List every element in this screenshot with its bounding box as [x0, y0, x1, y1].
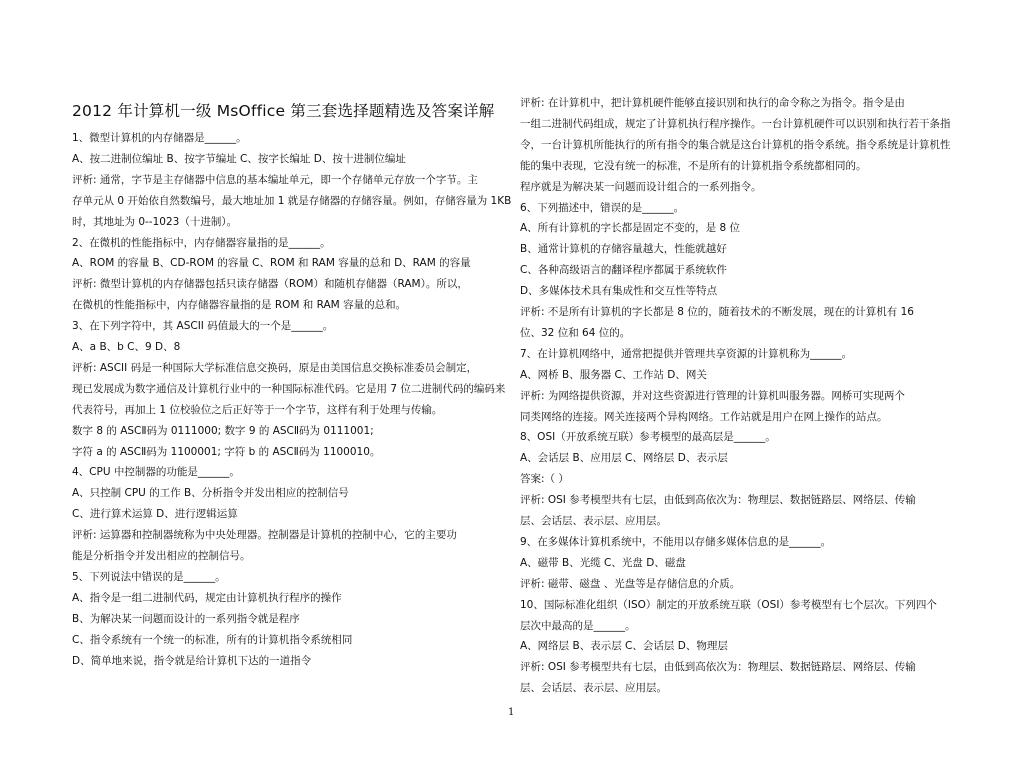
text-line: 评析: 微型计算机的内存储器包括只读存储器（ROM）和随机存储器（RAM）。所以， [72, 278, 468, 291]
text-line: A、网络层 B、表示层 C、会话层 D、物理层 [520, 640, 728, 653]
text-line: A、所有计算机的字长都是固定不变的，是 8 位 [520, 222, 741, 235]
text-line: 位、32 位和 64 位的。 [520, 326, 631, 339]
text-line: 6、下列描述中，错误的是______。 [520, 201, 685, 214]
text-line: A、指令是一组二进制代码，规定由计算机执行程序的操作 [72, 591, 342, 604]
text-line: 4、CPU 中控制器的功能是______。 [72, 466, 240, 479]
text-line: 能的集中表现，它没有统一的标准，不是所有的计算机指令系统都相同的。 [520, 159, 867, 172]
text-line: 9、在多媒体计算机系统中，不能用以存储多媒体信息的是______。 [520, 535, 832, 548]
text-line: 存单元从 0 开始依自然数编号，最大地址加 1 就是存储器的存储容量。例如，存储容量为 1KB [72, 194, 512, 207]
text-line: 代表符号，再加上 1 位校验位之后正好等于一个字节，这样有利于处理与传输。 [72, 403, 443, 416]
text-line: 评析: 为网络提供资源，并对这些资源进行管理的计算机叫服务器。网桥可实现两个 [520, 389, 905, 402]
text-line: 令，一台计算机所能执行的所有指令的集合就是这台计算机的指令系统。指令系统是计算机性 [520, 138, 951, 151]
text-line: 7、在计算机网络中，通常把提供并管理共享资源的计算机称为______。 [520, 347, 853, 360]
text-line: A、ROM 的容量 B、CD-ROM 的容量 C、ROM 和 RAM 容量的总和 D、RAM 的容量 [72, 257, 471, 270]
text-line: A、只控制 CPU 的工作 B、分析指令并发出相应的控制信号 [72, 487, 349, 500]
text-line: A、按二进制位编址 B、按字节编址 C、按字长编址 D、按十进制位编址 [72, 152, 406, 165]
text-line: 能是分析指令并发出相应的控制信号。 [72, 550, 251, 562]
text-line: A、磁带 B、光缆 C、光盘 D、磁盘 [520, 556, 686, 569]
text-line: 评析: 运算器和控制器统称为中央处理器。控制器是计算机的控制中心，它的主要功 [72, 529, 457, 542]
text-line: 答案:（ ） [520, 473, 569, 486]
text-line: 评析: 不是所有计算机的字长都是 8 位的，随着技术的不断发展，现在的计算机有 16 [520, 306, 914, 318]
text-line: 1、微型计算机的内存储器是______。 [72, 132, 247, 144]
text-line: 一组二进制代码组成，规定了计算机执行程序操作。一台计算机硬件可以识别和执行若干条指 [520, 117, 951, 130]
text-line: 在微机的性能指标中，内存储器容量指的是 ROM 和 RAM 容量的总和。 [72, 299, 407, 312]
text-line: 3、在下列字符中，其 ASCII 码值最大的一个是______。 [72, 320, 334, 333]
text-line: 数字 8 的 ASCⅡ码为 0111000; 数字 9 的 ASCⅡ码为 0111001; [72, 424, 374, 437]
text-line: 层次中最高的是______。 [520, 619, 636, 632]
page-number: 1 [508, 707, 515, 718]
text-line: B、为解决某一问题而设计的一系列指令就是程序 [72, 612, 300, 625]
text-line: C、进行算术运算 D、进行逻辑运算 [72, 508, 238, 521]
text-line: 评析: 磁带、磁盘 、光盘等是存储信息的介质。 [520, 577, 741, 590]
text-line: C、各种高级语言的翻译程序都属于系统软件 [520, 264, 727, 277]
text-line: 10、国际标准化组织（ISO）制定的开放系统互联（OSI）参考模型有七个层次。下列四个 [520, 598, 937, 611]
text-line: 评析: 在计算机中，把计算机硬件能够直接识别和执行的命令称之为指令。指令是由 [520, 97, 905, 109]
text-line: 评析: OSI 参考模型共有七层，由低到高依次为：物理层、数据链路层、网络层、传输 [520, 494, 916, 507]
text-line: 评析: OSI 参考模型共有七层，由低到高依次为：物理层、数据链路层、网络层、传输 [520, 661, 916, 674]
text-line: 评析: 通常，字节是主存储器中信息的基本编址单元，即一个存储单元存放一个字节。主 [72, 173, 478, 186]
text-line: 2、在微机的性能指标中，内存储器容量指的是______。 [72, 236, 331, 249]
text-line: 同类网络的连接。网关连接两个异构网络。工作站就是用户在网上操作的站点。 [520, 410, 888, 423]
text-line: 时，其地址为 0--1023（十进制）。 [72, 215, 238, 228]
text-line: 评析: ASCII 码是一种国际大学标准信息交换码，原是由美国信息交换标准委员会制定， [72, 361, 478, 374]
document-title: 2012 年计算机一级 MsOffice 第三套选择题精选及答案详解 [72, 102, 495, 120]
text-line: C、指令系统有一个统一的标准，所有的计算机指令系统相同 [72, 633, 353, 646]
text-line: 5、下列说法中错误的是______。 [72, 570, 226, 583]
text-line: B、通常计算机的存储容量越大，性能就越好 [520, 243, 727, 256]
text-line: A、a B、b C、9 D、8 [72, 341, 181, 353]
text-line: D、简单地来说，指令就是给计算机下达的一道指令 [72, 654, 312, 667]
text-line: 程序就是为解决某一问题而设计组合的一系列指令。 [520, 180, 762, 193]
text-line: A、网桥 B、服务器 C、工作站 D、网关 [520, 368, 707, 381]
text-line: 层、会话层、表示层、应用层。 [520, 515, 667, 527]
text-line: A、会话层 B、应用层 C、网络层 D、表示层 [520, 452, 728, 465]
text-line: 现已发展成为数字通信及计算机行业中的一种国际标准代码。它是用 7 位二进制代码的编码来 [72, 382, 506, 395]
text-line: 8、OSI（开放系统互联）参考模型的最高层是______。 [520, 431, 776, 444]
text-line: 字符 a 的 ASCⅡ码为 1100001; 字符 b 的 ASCⅡ码为 1100010。 [72, 445, 381, 458]
text-line: D、多媒体技术具有集成性和交互性等特点 [520, 285, 718, 298]
text-line: 层、会话层、表示层、应用层。 [520, 682, 667, 695]
